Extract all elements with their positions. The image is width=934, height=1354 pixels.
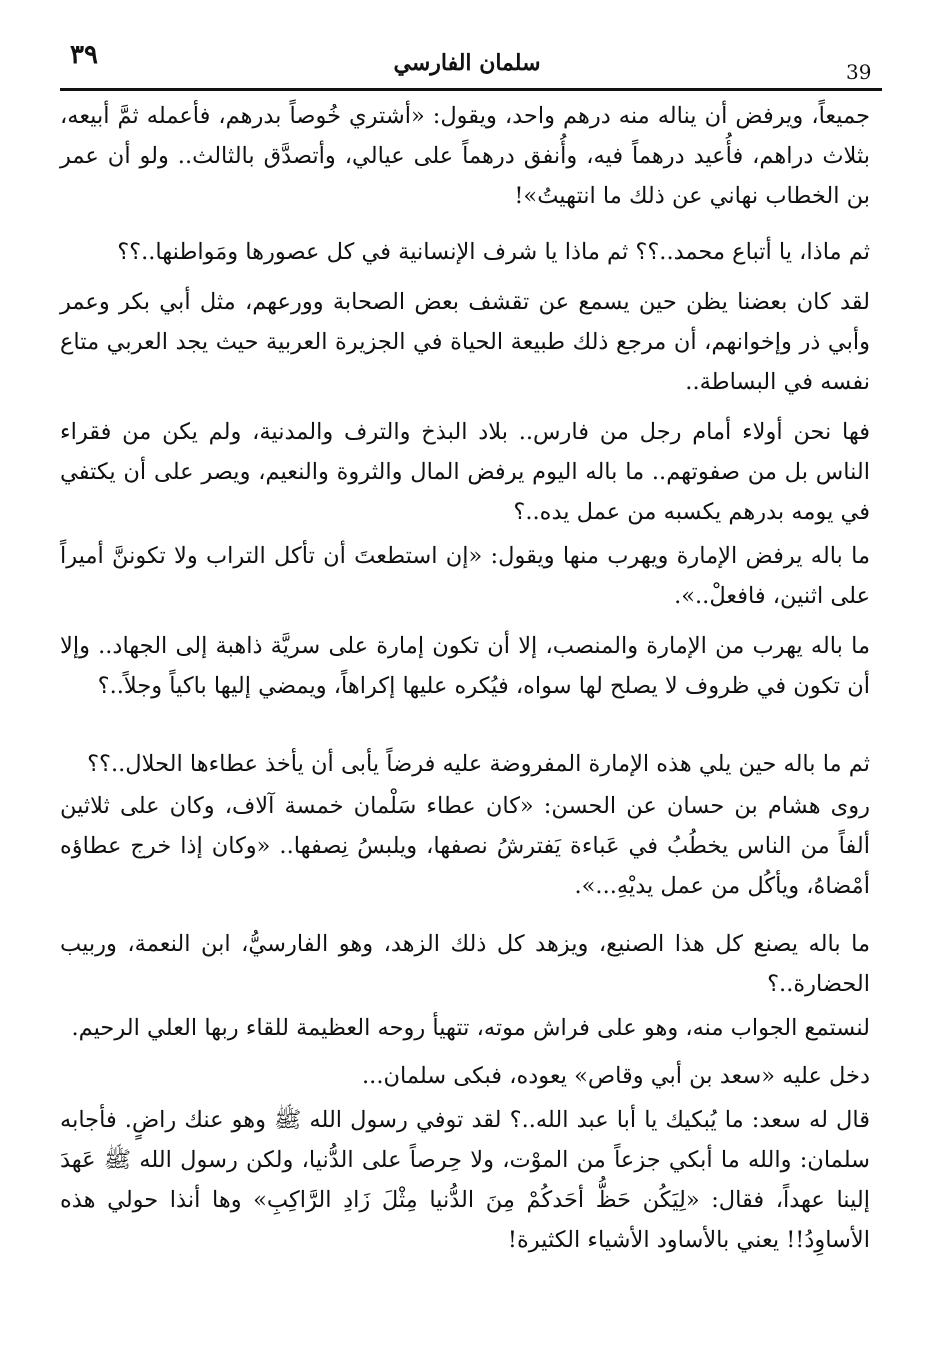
page-body — [60, 96, 870, 1260]
paragraph: دخل عليه «سعد بن أبي وقاص» يعوده، فبكى سلمان... — [362, 1063, 870, 1089]
paragraph: لنستمع الجواب منه، وهو على فراش موته، تتهيأ روحه العظيمة للقاء ربها العلي الرحيم. — [71, 1015, 870, 1041]
paragraph: لقد كان بعضنا يظن حين يسمع عن تقشف بعض الصحابة وورعهم، مثل أبي بكر وعمر وأبي ذر وإخوانهم، أن مرجع ذلك طبيعة الحياة في الجزيرة العربية حيث يجد العربي متاع نفسه في البساطة.. — [60, 289, 870, 395]
paragraph: ما باله يصنع كل هذا الصنيع، ويزهد كل ذلك الزهد، وهو الفارسيُّ، ابن النعمة، وربيب الحضارة..؟ — [60, 931, 870, 997]
header-rule — [60, 88, 882, 91]
paragraph: ثم ما باله حين يلي هذه الإمارة المفروضة عليه فرضاً يأبى أن يأخذ عطاءها الحلال..؟؟ — [87, 751, 870, 777]
running-title: سلمان الفارسي — [393, 50, 541, 76]
paragraph: ما باله يهرب من الإمارة والمنصب، إلا أن تكون إمارة على سريَّة ذاهبة إلى الجهاد.. وإلا أن تكون في ظروف لا يصلح لها سواه، فيُكره عليها إكراهاً، ويمضي إليها باكياً وجلاً..؟ — [60, 633, 870, 699]
paragraph: فها نحن أولاء أمام رجل من فارس.. بلاد البذخ والترف والمدنية، ولم يكن من فقراء الناس بل من صفوتهم.. ما باله اليوم يرفض المال والثروة والنعيم، ويصر على أن يكتفي في يومه بدرهم يكسبه من عمل يده..؟ — [60, 419, 870, 525]
paragraph: ثم ماذا، يا أتباع محمد..؟؟ ثم ماذا يا شرف الإنسانية في كل عصورها ومَواطنها..؟؟ — [117, 239, 870, 265]
paragraph: قال له سعد: ما يُبكيك يا أبا عبد الله..؟ لقد توفي رسول الله ﷺ وهو عنك راضٍ. فأجابه سلمان: والله ما أبكي جزعاً من الموْت، ولا حِرصاً على الدُّنيا، ولكن رسول الله ﷺ عَهدَ إلينا عهداً، فقال: «لِيَكُن حَظُّ أحَدكُمْ مِنَ الدُّنيا مِثْلَ زَادِ الرَّاكِبِ» وها أنذا حولي هذه الأساوِدُ!! يعني بالأساود الأشياء الكثيرة! — [60, 1107, 870, 1253]
paragraph: جميعاً، ويرفض أن يناله منه درهم واحد، ويقول: «أشتري خُوصاً بدرهم، فأعمله ثمَّ أبيعه، بثلاث دراهم، فأُعيد درهماً فيه، وأُنفق درهماً على عيالي، وأتصدَّق بالثالث.. ولو أن عمر بن الخطاب نهاني عن ذلك ما انتهيتُ»! — [60, 103, 870, 209]
page-number-arabic: ٣٩ — [70, 40, 98, 70]
page-number-latin: 39 — [846, 60, 872, 84]
page-header — [0, 0, 934, 90]
paragraph: روى هشام بن حسان عن الحسن: «كان عطاء سَلْمان خمسة آلاف، وكان على ثلاثين ألفاً من الناس يخطُبُ في عَباءة يَفترشُ نصفها، ويلبسُ نِصفها.. «وكان إذا خرج عطاؤه أمْضاهُ، ويأكُل من عمل يديْهِ...». — [60, 793, 870, 899]
paragraph: ما باله يرفض الإمارة ويهرب منها ويقول: «إن استطعتَ أن تأكل التراب ولا تكوننَّ أميراً على اثنين، فافعلْ..». — [60, 543, 870, 609]
